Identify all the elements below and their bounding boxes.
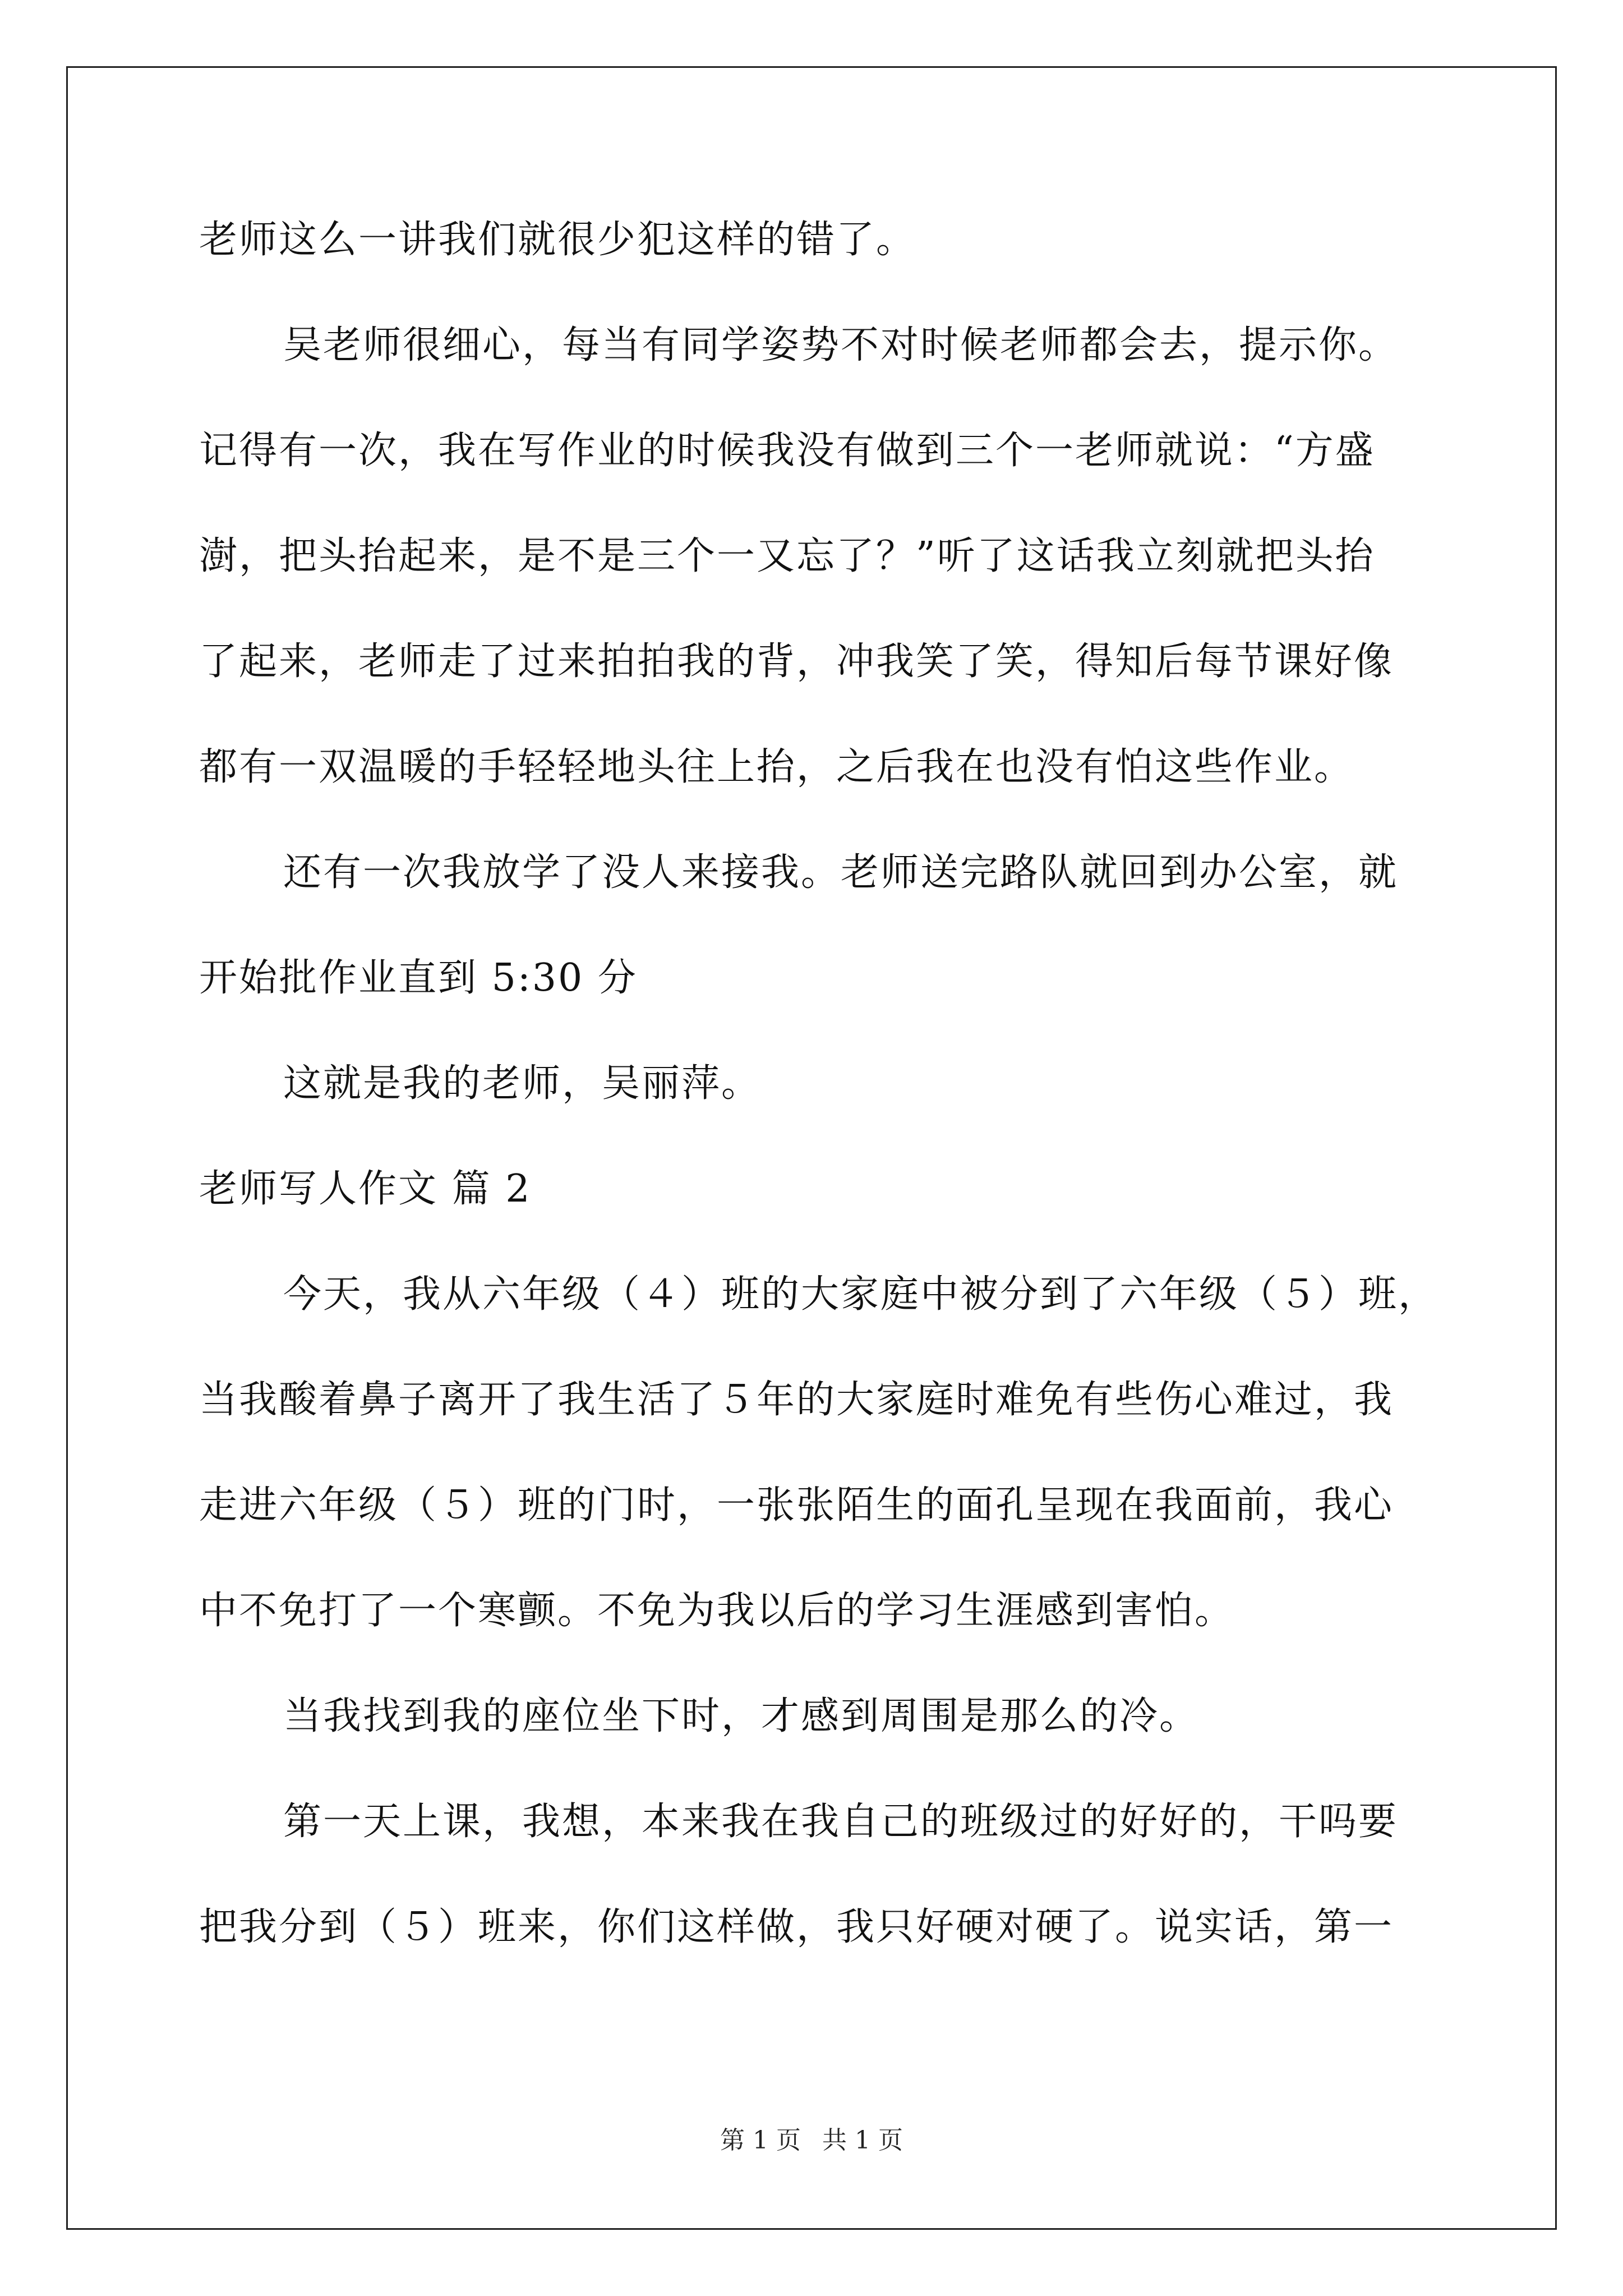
text-line: 把我分到（５）班来，你们这样做，我只好硬对硬了。说实话，第一 xyxy=(199,1905,1394,1949)
paragraph-start: 吴老师很细心，每当有同学姿势不对时候老师都会去，提示你。 xyxy=(283,323,1399,367)
paragraph-start: 还有一次我放学了没人来接我。老师送完路队就回到办公室，就 xyxy=(283,850,1399,895)
page-number: 第 1 页 xyxy=(720,2126,801,2155)
text-line: 了起来，老师走了过来拍拍我的背，冲我笑了笑，得知后每节课好像 xyxy=(199,639,1394,684)
paragraph-start: 这就是我的老师，吴丽萍。 xyxy=(283,1061,762,1106)
text-line: 开始批作业直到 5:30 分 xyxy=(199,956,638,1000)
text-line: 老师这么一讲我们就很少犯这样的错了。 xyxy=(199,218,916,262)
text-line: 当我酸着鼻子离开了我生活了５年的大家庭时难免有些伤心难过，我 xyxy=(199,1378,1394,1422)
paragraph-start: 今天，我从六年级（４）班的大家庭中被分到了六年级（５）班， xyxy=(283,1272,1438,1317)
text-line: 中不免打了一个寒颤。不免为我以后的学习生涯感到害怕。 xyxy=(199,1589,1235,1633)
page-footer xyxy=(0,2125,1623,2156)
paragraph-start: 第一天上课，我想，本来我在我自己的班级过的好好的，干吗要 xyxy=(283,1800,1399,1844)
page-total: 共 1 页 xyxy=(822,2126,903,2155)
text-line: 记得有一次，我在写作业的时候我没有做到三个一老师就说：“方盛 xyxy=(199,429,1375,473)
text-line: 走进六年级（５）班的门时，一张张陌生的面孔呈现在我面前，我心 xyxy=(199,1483,1394,1527)
text-line: 都有一双温暖的手轻轻地头往上抬，之后我在也没有怕这些作业。 xyxy=(199,745,1354,789)
paragraph-start: 当我找到我的座位坐下时，才感到周围是那么的冷。 xyxy=(283,1694,1200,1738)
section-heading: 老师写人作文 篇 2 xyxy=(199,1167,532,1211)
text-line: 澍，把头抬起来，是不是三个一又忘了？”听了这话我立刻就把头抬 xyxy=(199,534,1375,578)
